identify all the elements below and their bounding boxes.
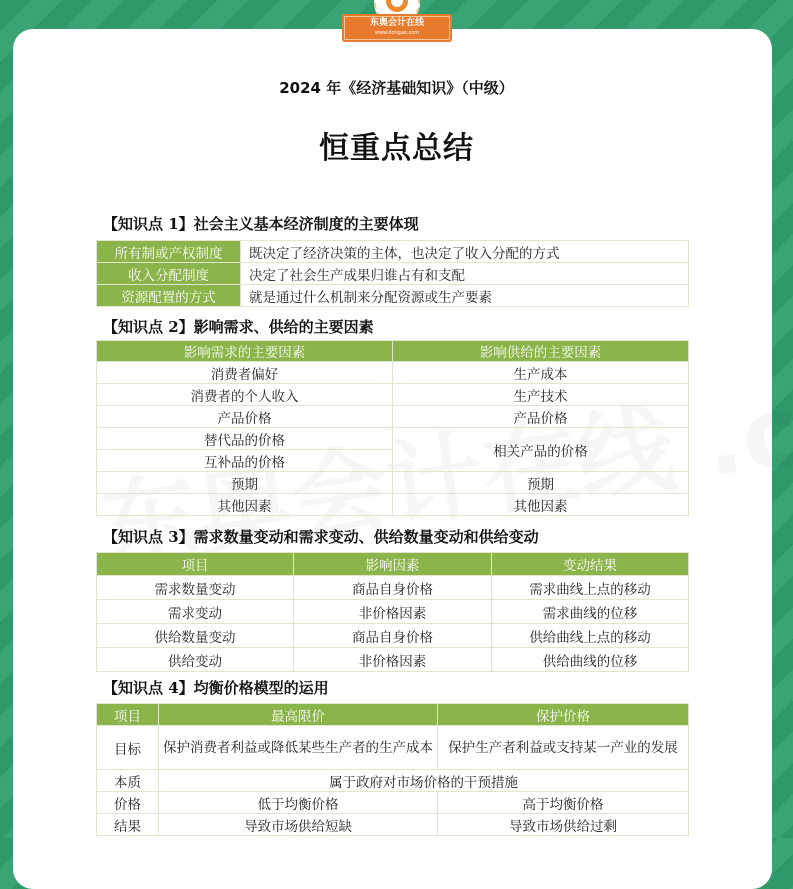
supply-factor: 相关产品的价格 — [393, 428, 689, 472]
logo-ribbon — [342, 14, 452, 42]
row-label: 资源配置的方式 — [97, 285, 241, 307]
cell-item: 供给变动 — [97, 648, 294, 672]
cell-max-price: 低于均衡价格 — [159, 792, 438, 814]
row-label: 价格 — [97, 792, 159, 814]
cell-result: 供给曲线上点的移动 — [492, 624, 689, 648]
column-header: 项目 — [97, 704, 159, 726]
supply-factor: 生产技术 — [393, 384, 689, 406]
demand-factor: 产品价格 — [97, 406, 393, 428]
row-label: 目标 — [97, 726, 159, 770]
table-row — [97, 263, 689, 285]
cell-protect-price: 高于均衡价格 — [438, 792, 689, 814]
column-header: 保护价格 — [438, 704, 689, 726]
table-row — [97, 576, 689, 600]
row-label: 本质 — [97, 770, 159, 792]
table-row — [97, 472, 689, 494]
table-row — [97, 770, 689, 792]
table-row — [97, 726, 689, 770]
table-row — [97, 494, 689, 516]
cell-max-price: 保护消费者利益或降低某些生产者的生产成本 — [159, 726, 438, 770]
cell-result: 需求曲线上点的移动 — [492, 576, 689, 600]
section-1-heading: 【知识点 1】社会主义基本经济制度的主要体现 — [103, 215, 419, 233]
table-row — [97, 648, 689, 672]
document-subtitle: 2024 年《经济基础知识》（中级） — [279, 79, 514, 97]
row-label: 所有制或产权制度 — [97, 241, 241, 263]
table-row — [97, 814, 689, 836]
cell-factor: 商品自身价格 — [294, 576, 492, 600]
row-value: 决定了社会生产成果归谁占有和支配 — [241, 263, 689, 285]
demand-factor: 预期 — [97, 472, 393, 494]
column-header: 变动结果 — [492, 553, 689, 576]
table-row — [97, 384, 689, 406]
table-row — [97, 241, 689, 263]
section-4-table — [96, 703, 689, 836]
cell-nature: 属于政府对市场价格的干预措施 — [159, 770, 689, 792]
cell-item: 需求数量变动 — [97, 576, 294, 600]
logo-name: 东奥会计在线 — [369, 18, 424, 28]
demand-factor: 消费者偏好 — [97, 362, 393, 384]
section-3-table — [96, 552, 689, 672]
cell-factor: 非价格因素 — [294, 600, 492, 624]
column-header: 项目 — [97, 553, 294, 576]
demand-factor: 其他因素 — [97, 494, 393, 516]
section-2-table — [96, 340, 689, 516]
table-header-row — [97, 553, 689, 576]
cell-factor: 非价格因素 — [294, 648, 492, 672]
table-row — [97, 600, 689, 624]
supply-factor: 预期 — [393, 472, 689, 494]
cell-result: 需求曲线的位移 — [492, 600, 689, 624]
section-2-heading: 【知识点 2】影响需求、供给的主要因素 — [103, 318, 374, 336]
demand-factor: 互补品的价格 — [97, 450, 393, 472]
table-row — [97, 792, 689, 814]
column-header: 影响因素 — [294, 553, 492, 576]
table-header-row — [97, 704, 689, 726]
table-header-row — [97, 341, 689, 362]
cell-item: 供给数量变动 — [97, 624, 294, 648]
supply-factor: 产品价格 — [393, 406, 689, 428]
section-1-table — [96, 240, 689, 307]
demand-factor: 消费者的个人收入 — [97, 384, 393, 406]
row-label: 结果 — [97, 814, 159, 836]
demand-factor: 替代品的价格 — [97, 428, 393, 450]
cell-protect-price: 保护生产者利益或支持某一产业的发展 — [438, 726, 689, 770]
table-row — [97, 624, 689, 648]
row-label: 收入分配制度 — [97, 263, 241, 285]
section-3-heading: 【知识点 3】需求数量变动和需求变动、供给数量变动和供给变动 — [103, 528, 539, 546]
cell-result: 供给曲线的位移 — [492, 648, 689, 672]
cell-max-price: 导致市场供给短缺 — [159, 814, 438, 836]
table-row — [97, 285, 689, 307]
table-row — [97, 428, 689, 450]
column-header: 最高限价 — [159, 704, 438, 726]
cell-factor: 商品自身价格 — [294, 624, 492, 648]
row-value: 既决定了经济决策的主体，也决定了收入分配的方式 — [241, 241, 689, 263]
cell-protect-price: 导致市场供给过剩 — [438, 814, 689, 836]
column-header: 影响需求的主要因素 — [97, 341, 393, 362]
cell-item: 需求变动 — [97, 600, 294, 624]
column-header: 影响供给的主要因素 — [393, 341, 689, 362]
section-4-heading: 【知识点 4】均衡价格模型的运用 — [103, 679, 329, 697]
table-row — [97, 362, 689, 384]
supply-factor: 其他因素 — [393, 494, 689, 516]
logo-url: www.dongao.com — [374, 30, 420, 36]
table-row — [97, 406, 689, 428]
row-value: 就是通过什么机制来分配资源或生产要素 — [241, 285, 689, 307]
supply-factor: 生产成本 — [393, 362, 689, 384]
brand-logo — [342, 0, 452, 46]
document-title: 恒重点总结 — [319, 131, 474, 166]
